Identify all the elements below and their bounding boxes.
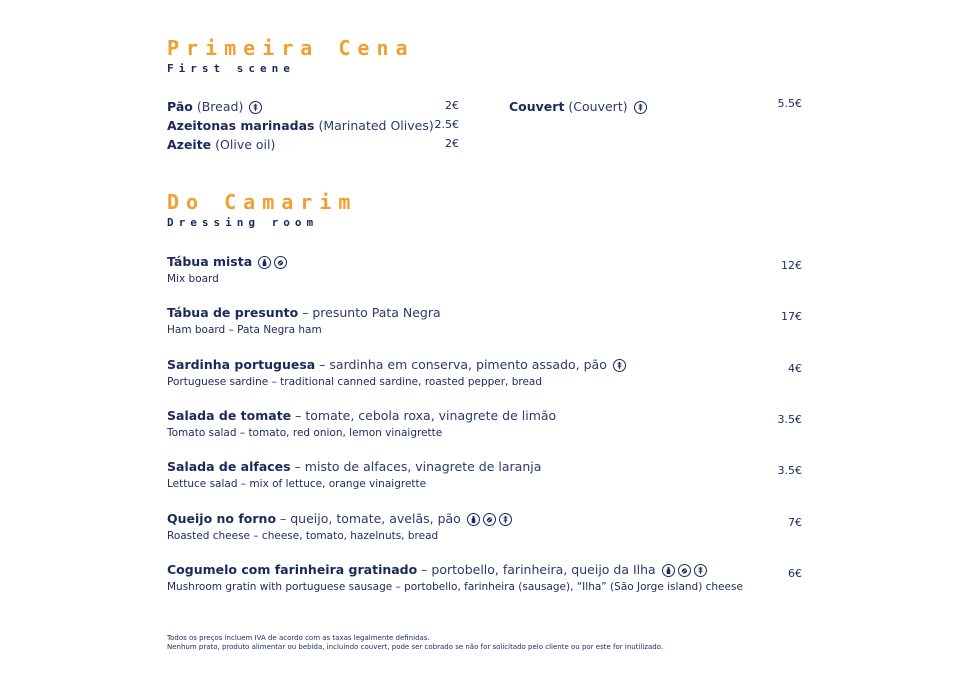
wheat-icon [613,359,626,372]
menu-item [167,408,556,440]
wheat-icon [634,101,647,114]
item-title-line [167,357,626,373]
item-price: 4€ [788,362,802,375]
allergen-icons [662,564,707,577]
item-title-line [167,562,743,578]
menu-item [167,254,287,286]
item-pt-desc: – presunto Pata Negra [298,305,441,320]
item-title-line [167,408,556,424]
item-name: Azeite [167,137,212,152]
section-title-primeira-cena: Primeira Cena [167,36,415,60]
item-pt-desc: – portobello, farinheira, queijo da Ilha [417,562,656,577]
wheat-icon [249,101,262,114]
allergen-icons [467,513,512,526]
item-title-line [167,254,287,270]
allergen-icons [613,359,626,372]
milk-bottle-icon [662,564,675,577]
item-name: Azeitonas marinadas [167,118,315,133]
section-title-do-camarim: Do Camarim [167,190,358,214]
item-title-line [167,459,541,475]
item-en-desc: Ham board – Pata Negra ham [167,324,322,336]
footer-note-charges: Nenhum prato, produto alimentar ou bebida, incluindo couvert, pode ser cobrado se não for solicitado pelo cliente ou por este for inutilizado. [167,643,664,651]
milk-bottle-icon [258,256,271,269]
menu-item-couvert [509,99,647,115]
wheat-icon [499,513,512,526]
allergen-icons [634,101,647,114]
item-name: Pão [167,99,193,114]
allergen-icons [249,101,262,114]
menu-item-azeite [167,137,275,153]
item-pt-desc: (Bread) [196,99,244,114]
nut-icon [678,564,691,577]
item-name: Salada de tomate [167,408,292,423]
item-price: 3.5€ [777,464,802,477]
menu-item [167,357,626,389]
item-price: 3.5€ [777,413,802,426]
menu-item [167,511,512,543]
price-pao: 2€ [445,99,459,112]
footer-note-vat: Todos os preços incluem IVA de acordo com as taxas legalmente definidas. [167,634,430,642]
item-pt-desc: – queijo, tomate, avelãs, pão [276,511,461,526]
nut-icon [274,256,287,269]
nut-icon [483,513,496,526]
item-title-line [167,305,441,321]
price-azeite: 2€ [445,137,459,150]
menu-item [167,305,441,337]
menu-item-pao [167,99,262,115]
section-subtitle-dressing-room: Dressing room [167,216,319,229]
item-en-desc: Tomato salad – tomato, red onion, lemon vinaigrette [167,427,443,439]
item-en-desc: Mushroom gratin with portuguese sausage – portobello, farinheira (sausage), “Ilha” (São Jorge island) cheese [167,581,743,593]
price-couvert: 5.5€ [777,97,802,110]
milk-bottle-icon [467,513,480,526]
item-pt-desc: – tomate, cebola roxa, vinagrete de limão [291,408,557,423]
item-en-desc: Portuguese sardine – traditional canned sardine, roasted pepper, bread [167,376,543,388]
item-name: Queijo no forno [167,511,277,526]
item-name: Tábua de presunto [167,305,299,320]
menu-item-azeitonas [167,118,434,134]
item-name: Sardinha portuguesa [167,357,316,372]
item-en-desc: Lettuce salad – mix of lettuce, orange vinaigrette [167,478,427,490]
item-en-desc: Roasted cheese – cheese, tomato, hazelnuts, bread [167,530,439,542]
item-pt-desc: (Olive oil) [215,137,276,152]
price-azeitonas: 2.5€ [434,118,459,131]
section-subtitle-first-scene: First scene [167,62,295,75]
wheat-icon [694,564,707,577]
item-pt-desc: – misto de alfaces, vinagrete de laranja [290,459,542,474]
item-name: Cogumelo com farinheira gratinado [167,562,418,577]
allergen-icons [258,256,287,269]
item-price: 7€ [788,516,802,529]
item-price: 12€ [781,259,802,272]
item-pt-desc: – sardinha em conserva, pimento assado, pão [315,357,607,372]
item-name: Salada de alfaces [167,459,291,474]
item-pt-desc: (Marinated Olives) [318,118,434,133]
item-name: Tábua mista [167,254,253,269]
menu-item [167,459,541,491]
item-price: 17€ [781,310,802,323]
item-price: 6€ [788,567,802,580]
item-en-desc: Mix board [167,273,219,285]
item-pt-desc: (Couvert) [568,99,628,114]
item-title-line [167,511,512,527]
menu-item [167,562,743,594]
item-name: Couvert [509,99,565,114]
